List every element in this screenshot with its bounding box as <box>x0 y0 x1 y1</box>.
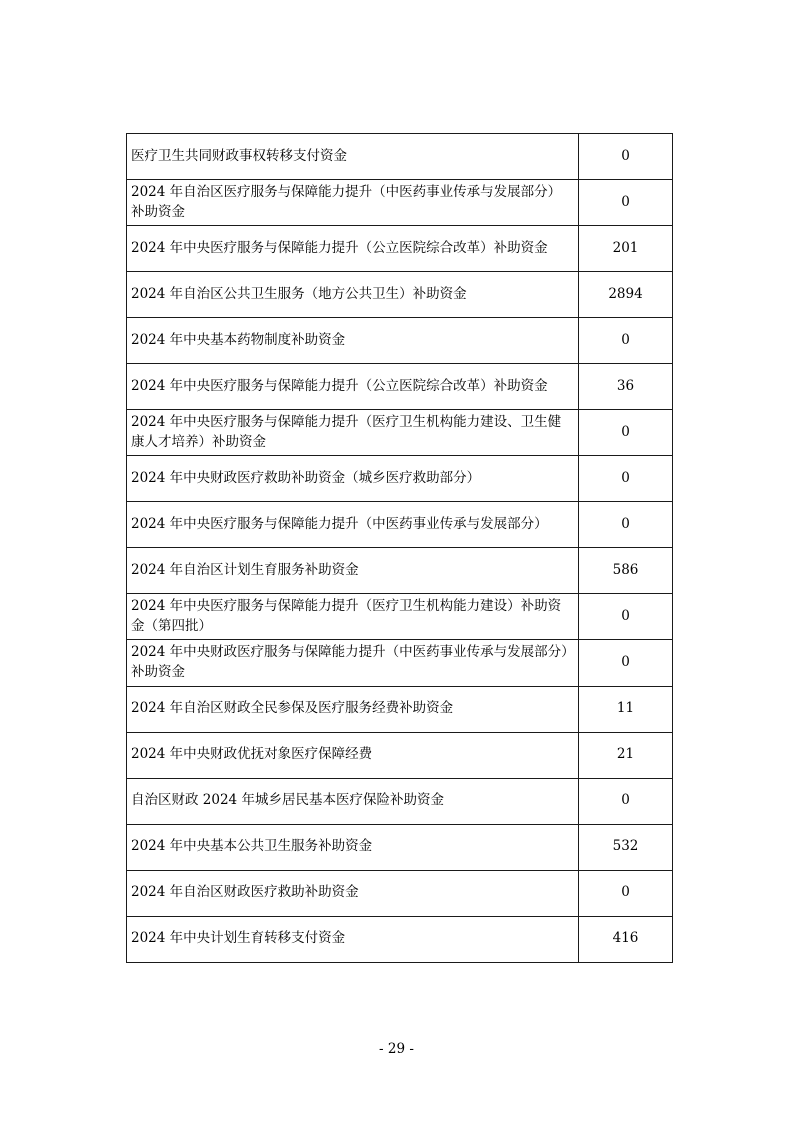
funding-item-value: 532 <box>579 824 673 870</box>
funding-item-label: 2024 年自治区计划生育服务补助资金 <box>127 548 579 594</box>
table-row <box>127 456 673 502</box>
funding-item-label: 2024 年中央医疗服务与保障能力提升（公立医院综合改革）补助资金 <box>127 226 579 272</box>
table-row <box>127 548 673 594</box>
table-row <box>127 594 673 640</box>
funding-item-value: 586 <box>579 548 673 594</box>
funding-item-label: 2024 年自治区财政全民参保及医疗服务经费补助资金 <box>127 686 579 732</box>
funding-table <box>126 133 673 963</box>
table-row <box>127 318 673 364</box>
table-row <box>127 226 673 272</box>
funding-item-label: 2024 年中央财政优抚对象医疗保障经费 <box>127 732 579 778</box>
table-row <box>127 134 673 180</box>
funding-item-value: 0 <box>579 456 673 502</box>
funding-item-label: 自治区财政 2024 年城乡居民基本医疗保险补助资金 <box>127 778 579 824</box>
funding-item-value: 0 <box>579 410 673 456</box>
funding-item-label: 2024 年自治区公共卫生服务（地方公共卫生）补助资金 <box>127 272 579 318</box>
funding-item-value: 0 <box>579 640 673 686</box>
page-number: - 29 - <box>379 1041 414 1057</box>
table-row <box>127 824 673 870</box>
funding-item-value: 11 <box>579 686 673 732</box>
funding-item-label: 2024 年中央财政医疗救助补助资金（城乡医疗救助部分） <box>127 456 579 502</box>
funding-item-label: 2024 年自治区医疗服务与保障能力提升（中医药事业传承与发展部分）补助资金 <box>127 180 579 226</box>
funding-table-body <box>127 134 673 963</box>
funding-item-label: 2024 年中央医疗服务与保障能力提升（中医药事业传承与发展部分） <box>127 502 579 548</box>
table-row <box>127 180 673 226</box>
funding-item-label: 2024 年中央基本药物制度补助资金 <box>127 318 579 364</box>
funding-item-label: 2024 年中央基本公共卫生服务补助资金 <box>127 824 579 870</box>
funding-item-value: 0 <box>579 778 673 824</box>
funding-item-label: 医疗卫生共同财政事权转移支付资金 <box>127 134 579 180</box>
funding-item-value: 0 <box>579 318 673 364</box>
table-row <box>127 410 673 456</box>
funding-item-value: 0 <box>579 502 673 548</box>
funding-item-value: 2894 <box>579 272 673 318</box>
funding-item-label: 2024 年中央医疗服务与保障能力提升（医疗卫生机构能力建设）补助资金（第四批） <box>127 594 579 640</box>
table-row <box>127 870 673 916</box>
funding-item-label: 2024 年中央计划生育转移支付资金 <box>127 916 579 962</box>
funding-item-label: 2024 年中央财政医疗服务与保障能力提升（中医药事业传承与发展部分）补助资金 <box>127 640 579 686</box>
table-row <box>127 640 673 686</box>
table-row <box>127 732 673 778</box>
table-row <box>127 778 673 824</box>
table-row <box>127 502 673 548</box>
table-row <box>127 916 673 962</box>
funding-item-value: 0 <box>579 870 673 916</box>
funding-item-value: 0 <box>579 134 673 180</box>
funding-item-label: 2024 年中央医疗服务与保障能力提升（医疗卫生机构能力建设、卫生健康人才培养）补助资金 <box>127 410 579 456</box>
table-row <box>127 364 673 410</box>
funding-item-value: 36 <box>579 364 673 410</box>
funding-item-value: 201 <box>579 226 673 272</box>
funding-item-label: 2024 年中央医疗服务与保障能力提升（公立医院综合改革）补助资金 <box>127 364 579 410</box>
funding-item-label: 2024 年自治区财政医疗救助补助资金 <box>127 870 579 916</box>
table-row <box>127 686 673 732</box>
funding-item-value: 0 <box>579 180 673 226</box>
funding-item-value: 0 <box>579 594 673 640</box>
funding-item-value: 416 <box>579 916 673 962</box>
table-row <box>127 272 673 318</box>
funding-item-value: 21 <box>579 732 673 778</box>
